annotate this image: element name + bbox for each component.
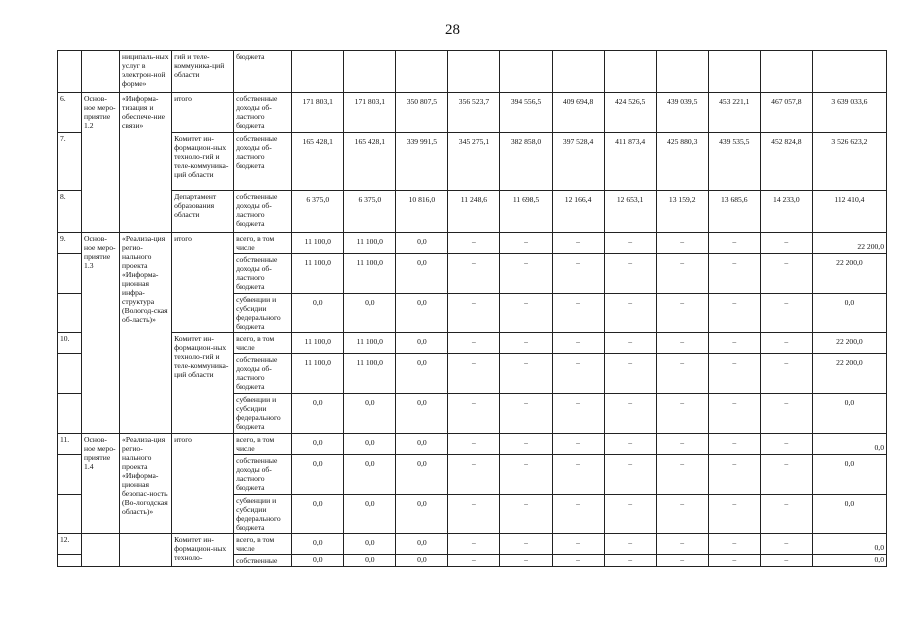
value-cell: – — [500, 354, 552, 394]
source-cell: всего, в том числе — [234, 333, 292, 354]
value-cell: 165 428,1 — [292, 133, 344, 191]
executor-cell: Комитет ин-формацион-ных техноло-гий и теле-коммуника-ций области — [172, 333, 234, 434]
value-cell: 356 523,7 — [448, 93, 500, 133]
value-cell: – — [656, 333, 708, 354]
event-name-cell: «Информа-тизация и обеспече-ние связи» — [120, 93, 172, 233]
value-cell: – — [656, 555, 708, 567]
value-cell: – — [448, 254, 500, 294]
value-cell: – — [500, 495, 552, 534]
value-cell: 0,0 — [396, 555, 448, 567]
value-cell: – — [552, 333, 604, 354]
value-cell: – — [656, 254, 708, 294]
value-cell: – — [500, 555, 552, 567]
value-cell: 11 100,0 — [344, 254, 396, 294]
value-cell: 425 880,3 — [656, 133, 708, 191]
total-cell: 0,0 — [812, 294, 886, 333]
value-cell: 11 100,0 — [292, 333, 344, 354]
executor-cell: Комитет ин-формацион-ных техноло- — [172, 534, 234, 567]
value-cell: 11 100,0 — [344, 233, 396, 254]
source-cell: субвенции и субсидии федерального бюджета — [234, 294, 292, 333]
value-cell: 345 275,1 — [448, 133, 500, 191]
source-cell: собственные доходы об-ластного бюджета — [234, 133, 292, 191]
source-cell: бюджета — [234, 51, 292, 93]
value-cell — [448, 51, 500, 93]
source-cell: собственные доходы об-ластного бюджета — [234, 354, 292, 394]
row-number — [58, 555, 82, 567]
value-cell: 0,0 — [344, 294, 396, 333]
value-cell: 11 100,0 — [344, 354, 396, 394]
source-cell: всего, в том числе — [234, 434, 292, 455]
value-cell: – — [552, 394, 604, 434]
total-cell: 22 200,0 — [812, 354, 886, 394]
value-cell: 439 039,5 — [656, 93, 708, 133]
value-cell: – — [708, 233, 760, 254]
source-cell: собственные доходы об-ластного бюджета — [234, 191, 292, 233]
event-cell — [82, 51, 120, 93]
source-cell: субвенции и субсидии федерального бюджета — [234, 394, 292, 434]
value-cell: – — [760, 434, 812, 455]
value-cell: – — [708, 354, 760, 394]
value-cell — [604, 51, 656, 93]
value-cell: – — [760, 354, 812, 394]
total-cell: 0,0 — [812, 555, 886, 567]
total-cell: 112 410,4 — [812, 191, 886, 233]
value-cell: 11 248,6 — [448, 191, 500, 233]
budget-table — [57, 50, 887, 567]
row-number — [58, 394, 82, 434]
value-cell: 452 824,8 — [760, 133, 812, 191]
value-cell: – — [708, 254, 760, 294]
value-cell: – — [552, 495, 604, 534]
value-cell: – — [760, 254, 812, 294]
table-row — [58, 434, 887, 455]
value-cell: 0,0 — [396, 434, 448, 455]
value-cell: – — [708, 434, 760, 455]
value-cell: 13 685,6 — [708, 191, 760, 233]
value-cell: 11 100,0 — [292, 254, 344, 294]
value-cell: 0,0 — [344, 555, 396, 567]
value-cell: – — [708, 294, 760, 333]
value-cell: 0,0 — [396, 233, 448, 254]
value-cell: – — [500, 455, 552, 495]
table-row — [58, 534, 887, 555]
value-cell: – — [656, 495, 708, 534]
value-cell: 10 816,0 — [396, 191, 448, 233]
source-cell: собственные доходы об-ластного бюджета — [234, 254, 292, 294]
value-cell: 382 858,0 — [500, 133, 552, 191]
value-cell: – — [708, 495, 760, 534]
value-cell: – — [760, 233, 812, 254]
value-cell: 171 803,1 — [344, 93, 396, 133]
executor-cell: Комитет ин-формацион-ных техноло-гий и теле-коммуника-ций области — [172, 133, 234, 191]
total-cell: 0,0 — [812, 434, 886, 455]
executor-cell: итого — [172, 233, 234, 333]
value-cell: 439 535,5 — [708, 133, 760, 191]
value-cell: – — [656, 434, 708, 455]
value-cell: 0,0 — [396, 394, 448, 434]
value-cell: 0,0 — [292, 294, 344, 333]
value-cell: 339 991,5 — [396, 133, 448, 191]
value-cell: 6 375,0 — [344, 191, 396, 233]
value-cell: – — [656, 294, 708, 333]
value-cell: – — [656, 394, 708, 434]
value-cell: 11 698,5 — [500, 191, 552, 233]
value-cell: 411 873,4 — [604, 133, 656, 191]
value-cell: – — [552, 434, 604, 455]
row-number: 10. — [58, 333, 82, 354]
value-cell: – — [760, 394, 812, 434]
value-cell: – — [760, 455, 812, 495]
row-number — [58, 455, 82, 495]
value-cell: 0,0 — [344, 394, 396, 434]
value-cell: – — [604, 333, 656, 354]
row-number: 12. — [58, 534, 82, 555]
value-cell: 424 526,5 — [604, 93, 656, 133]
value-cell: 394 556,5 — [500, 93, 552, 133]
value-cell: 453 221,1 — [708, 93, 760, 133]
value-cell: 0,0 — [344, 495, 396, 534]
value-cell: 0,0 — [292, 555, 344, 567]
event-cell: Основ-ное меро-приятие 1.3 — [82, 233, 120, 434]
value-cell: 0,0 — [344, 534, 396, 555]
event-name-cell: ниципаль-ных услуг в электрон-ной форме» — [120, 51, 172, 93]
value-cell — [552, 51, 604, 93]
executor-cell: итого — [172, 434, 234, 534]
value-cell: – — [708, 394, 760, 434]
row-number: 6. — [58, 93, 82, 133]
table-row — [58, 233, 887, 254]
value-cell: 0,0 — [396, 333, 448, 354]
page-number: 28 — [445, 22, 460, 38]
value-cell: – — [708, 555, 760, 567]
value-cell: – — [552, 354, 604, 394]
value-cell: – — [656, 354, 708, 394]
total-cell: 0,0 — [812, 534, 886, 555]
value-cell: 0,0 — [396, 455, 448, 495]
row-number: 9. — [58, 233, 82, 254]
event-cell: Основ-ное меро-приятие 1.4 — [82, 434, 120, 534]
value-cell: – — [604, 294, 656, 333]
total-cell — [812, 51, 886, 93]
value-cell: – — [500, 294, 552, 333]
value-cell: – — [604, 394, 656, 434]
value-cell: – — [760, 294, 812, 333]
source-cell: всего, в том числе — [234, 233, 292, 254]
value-cell: 0,0 — [396, 354, 448, 394]
value-cell: – — [604, 233, 656, 254]
value-cell — [344, 51, 396, 93]
total-cell: 3 526 623,2 — [812, 133, 886, 191]
total-cell: 22 200,0 — [812, 333, 886, 354]
total-cell: 3 639 033,6 — [812, 93, 886, 133]
value-cell: 11 100,0 — [292, 354, 344, 394]
event-cell: Основ-ное меро-приятие 1.2 — [82, 93, 120, 233]
value-cell: – — [760, 555, 812, 567]
value-cell: – — [552, 254, 604, 294]
value-cell: 0,0 — [396, 254, 448, 294]
executor-cell: итого — [172, 93, 234, 133]
value-cell: 467 057,8 — [760, 93, 812, 133]
value-cell: 13 159,2 — [656, 191, 708, 233]
table-row — [58, 93, 887, 133]
value-cell: – — [448, 394, 500, 434]
value-cell: 409 694,8 — [552, 93, 604, 133]
value-cell — [500, 51, 552, 93]
value-cell: – — [552, 233, 604, 254]
source-cell: всего, в том числе — [234, 534, 292, 555]
value-cell — [292, 51, 344, 93]
value-cell: 0,0 — [292, 434, 344, 455]
value-cell: 0,0 — [292, 455, 344, 495]
value-cell: – — [604, 354, 656, 394]
value-cell: 171 803,1 — [292, 93, 344, 133]
value-cell: – — [500, 254, 552, 294]
source-cell: собственные доходы об-ластного бюджета — [234, 93, 292, 133]
value-cell: – — [500, 434, 552, 455]
value-cell: – — [448, 233, 500, 254]
table-row — [58, 333, 887, 354]
value-cell: – — [604, 455, 656, 495]
row-number — [58, 495, 82, 534]
value-cell: – — [552, 555, 604, 567]
total-cell: 0,0 — [812, 495, 886, 534]
value-cell: 6 375,0 — [292, 191, 344, 233]
value-cell: – — [552, 294, 604, 333]
event-cell — [82, 534, 120, 567]
value-cell: – — [760, 495, 812, 534]
value-cell: 0,0 — [292, 534, 344, 555]
value-cell: 0,0 — [344, 434, 396, 455]
source-cell: собственные — [234, 555, 292, 567]
event-name-cell: «Реализа-ция регио-нального проекта «Информа-ционная инфра-структура (Вологод-ская об-ласть)» — [120, 233, 172, 434]
total-cell: 22 200,0 — [812, 233, 886, 254]
row-number — [58, 354, 82, 394]
value-cell: – — [448, 354, 500, 394]
value-cell: – — [656, 233, 708, 254]
value-cell: – — [448, 294, 500, 333]
value-cell — [708, 51, 760, 93]
executor-cell: Департамент образования области — [172, 191, 234, 233]
total-cell: 22 200,0 — [812, 254, 886, 294]
table-row — [58, 191, 887, 233]
value-cell: – — [448, 434, 500, 455]
source-cell: субвенции и субсидии федерального бюджета — [234, 495, 292, 534]
table-row — [58, 51, 887, 93]
value-cell: – — [604, 434, 656, 455]
table-row — [58, 133, 887, 191]
value-cell: 11 100,0 — [292, 233, 344, 254]
total-cell: 0,0 — [812, 455, 886, 495]
value-cell: – — [708, 534, 760, 555]
value-cell: – — [760, 534, 812, 555]
value-cell: – — [552, 455, 604, 495]
value-cell: – — [500, 534, 552, 555]
row-number: 8. — [58, 191, 82, 233]
value-cell: 12 653,1 — [604, 191, 656, 233]
value-cell: – — [552, 534, 604, 555]
value-cell: – — [448, 333, 500, 354]
value-cell: – — [708, 333, 760, 354]
value-cell — [656, 51, 708, 93]
row-number — [58, 294, 82, 333]
value-cell: 0,0 — [292, 394, 344, 434]
value-cell: – — [604, 254, 656, 294]
value-cell: 0,0 — [396, 294, 448, 333]
value-cell: 165 428,1 — [344, 133, 396, 191]
value-cell: – — [760, 333, 812, 354]
value-cell: 14 233,0 — [760, 191, 812, 233]
row-number: 7. — [58, 133, 82, 191]
value-cell: – — [448, 534, 500, 555]
value-cell: – — [656, 455, 708, 495]
value-cell: – — [708, 455, 760, 495]
total-cell: 0,0 — [812, 394, 886, 434]
value-cell: – — [604, 534, 656, 555]
value-cell: 0,0 — [396, 534, 448, 555]
value-cell: – — [448, 495, 500, 534]
value-cell — [396, 51, 448, 93]
value-cell: – — [500, 394, 552, 434]
value-cell: – — [604, 555, 656, 567]
value-cell — [760, 51, 812, 93]
value-cell: 0,0 — [344, 455, 396, 495]
value-cell: – — [604, 495, 656, 534]
row-number — [58, 254, 82, 294]
value-cell: – — [500, 233, 552, 254]
source-cell: собственные доходы об-ластного бюджета — [234, 455, 292, 495]
event-name-cell: «Реализа-ция регио-нального проекта «Информа-ционная безопас-ность (Во-логодская область)» — [120, 434, 172, 534]
executor-cell: гий и теле-коммуника-ций области — [172, 51, 234, 93]
value-cell: – — [500, 333, 552, 354]
value-cell: – — [448, 555, 500, 567]
value-cell: 0,0 — [292, 495, 344, 534]
value-cell: 0,0 — [396, 495, 448, 534]
value-cell: – — [448, 455, 500, 495]
row-number: 11. — [58, 434, 82, 455]
row-number — [58, 51, 82, 93]
value-cell: 397 528,4 — [552, 133, 604, 191]
value-cell: 12 166,4 — [552, 191, 604, 233]
value-cell: – — [656, 534, 708, 555]
value-cell: 11 100,0 — [344, 333, 396, 354]
value-cell: 350 807,5 — [396, 93, 448, 133]
event-name-cell — [120, 534, 172, 567]
